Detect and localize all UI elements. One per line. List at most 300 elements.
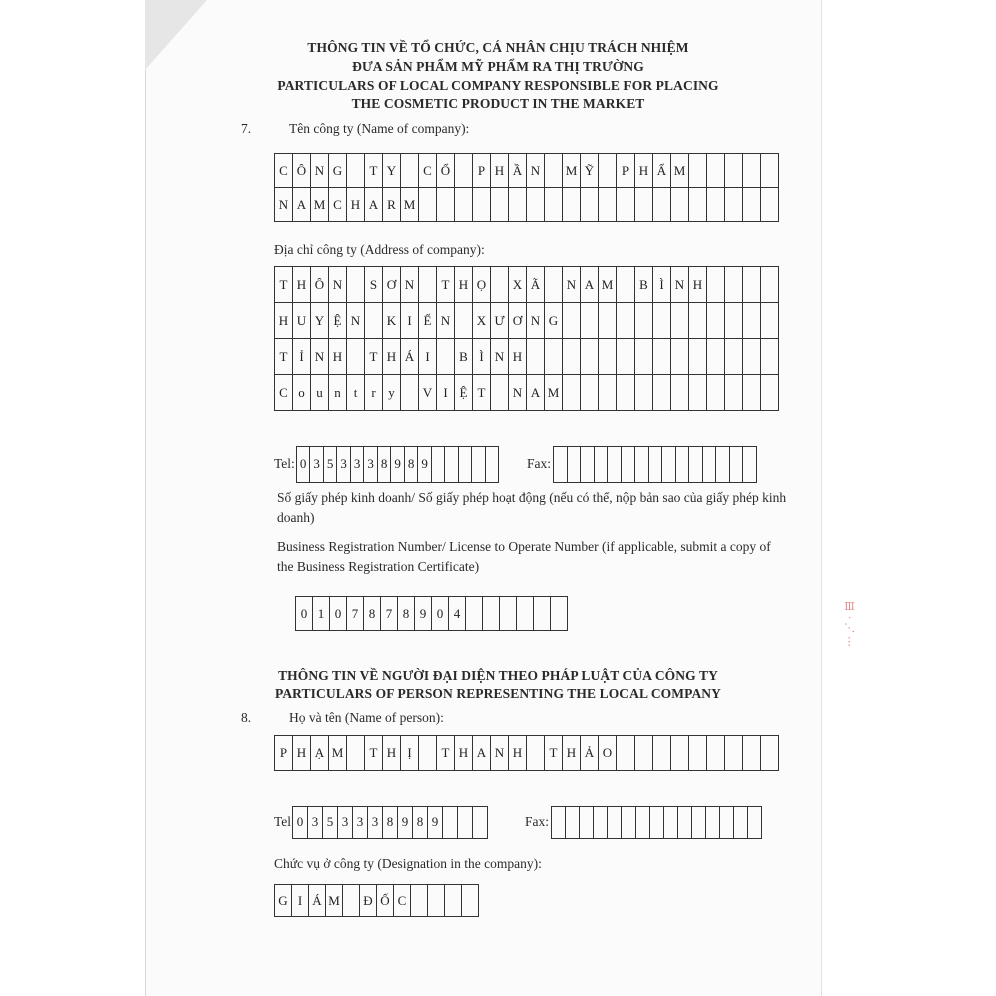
form-cell[interactable]: 0: [297, 447, 311, 483]
form-cell[interactable]: [437, 339, 455, 375]
form-cell[interactable]: [743, 447, 757, 483]
form-cell[interactable]: 8: [413, 807, 428, 839]
form-cell[interactable]: [462, 885, 479, 917]
form-cell[interactable]: [730, 447, 744, 483]
form-cell[interactable]: T: [437, 267, 455, 303]
form-cell[interactable]: [568, 447, 582, 483]
form-cell[interactable]: [707, 267, 725, 303]
form-cell[interactable]: [689, 736, 707, 771]
form-cell[interactable]: N: [509, 375, 527, 411]
form-cell[interactable]: C: [275, 375, 293, 411]
form-cell[interactable]: [707, 188, 725, 222]
form-cell[interactable]: 9: [418, 447, 432, 483]
form-cell[interactable]: r: [365, 375, 383, 411]
form-cell[interactable]: H: [563, 736, 581, 771]
form-cell[interactable]: T: [275, 267, 293, 303]
form-cell[interactable]: [428, 885, 445, 917]
form-cell[interactable]: Ì: [473, 339, 491, 375]
form-cell[interactable]: 9: [415, 597, 432, 631]
form-cell[interactable]: [401, 375, 419, 411]
form-cell[interactable]: [419, 736, 437, 771]
form-cell[interactable]: Ệ: [455, 375, 473, 411]
license-number-grid[interactable]: [295, 596, 568, 631]
form-cell[interactable]: M: [671, 154, 689, 188]
form-cell[interactable]: [725, 188, 743, 222]
form-cell[interactable]: [343, 885, 360, 917]
form-cell[interactable]: n: [329, 375, 347, 411]
form-cell[interactable]: S: [365, 267, 383, 303]
form-cell[interactable]: [437, 188, 455, 222]
form-cell[interactable]: B: [455, 339, 473, 375]
company-name-grid[interactable]: [274, 153, 779, 222]
form-cell[interactable]: [617, 375, 635, 411]
form-cell[interactable]: [743, 736, 761, 771]
header1-line4: THE COSMETIC PRODUCT IN THE MARKET: [351, 96, 645, 111]
form-cell[interactable]: [347, 736, 365, 771]
form-cell[interactable]: T: [437, 736, 455, 771]
form-cell[interactable]: N: [311, 154, 329, 188]
form-cell[interactable]: [689, 447, 703, 483]
form-cell[interactable]: [563, 303, 581, 339]
form-cell[interactable]: [635, 339, 653, 375]
form-cell[interactable]: 3: [338, 807, 353, 839]
form-cell[interactable]: [617, 339, 635, 375]
form-cell[interactable]: 3: [351, 447, 365, 483]
form-cell[interactable]: [599, 339, 617, 375]
form-cell[interactable]: [365, 303, 383, 339]
form-cell[interactable]: Đ: [360, 885, 377, 917]
form-cell[interactable]: [689, 339, 707, 375]
form-cell[interactable]: [617, 188, 635, 222]
form-cell[interactable]: U: [293, 303, 311, 339]
form-cell[interactable]: [743, 303, 761, 339]
form-cell[interactable]: [653, 736, 671, 771]
form-cell[interactable]: P: [275, 736, 293, 771]
form-cell[interactable]: [473, 188, 491, 222]
form-cell[interactable]: [761, 188, 779, 222]
form-cell[interactable]: [725, 736, 743, 771]
form-cell[interactable]: [545, 339, 563, 375]
form-cell[interactable]: [419, 188, 437, 222]
person-tel-grid[interactable]: [292, 806, 488, 839]
form-cell[interactable]: [743, 188, 761, 222]
form-cell[interactable]: R: [383, 188, 401, 222]
form-cell[interactable]: H: [635, 154, 653, 188]
form-cell[interactable]: [689, 154, 707, 188]
form-cell[interactable]: 9: [391, 447, 405, 483]
form-cell[interactable]: [581, 339, 599, 375]
form-cell[interactable]: [527, 339, 545, 375]
form-cell[interactable]: G: [545, 303, 563, 339]
person-name-grid[interactable]: [274, 735, 779, 771]
form-cell[interactable]: [599, 303, 617, 339]
form-cell[interactable]: [552, 807, 566, 839]
form-cell[interactable]: Ế: [419, 303, 437, 339]
form-cell[interactable]: 3: [364, 447, 378, 483]
form-cell[interactable]: N: [491, 339, 509, 375]
form-cell[interactable]: [743, 267, 761, 303]
form-cell[interactable]: [594, 807, 608, 839]
form-cell[interactable]: [599, 154, 617, 188]
form-cell[interactable]: [761, 736, 779, 771]
form-cell[interactable]: Ạ: [311, 736, 329, 771]
company-address-label: Địa chỉ công ty (Address of company):: [274, 242, 485, 257]
form-cell[interactable]: [545, 188, 563, 222]
form-cell[interactable]: P: [473, 154, 491, 188]
form-cell[interactable]: Ầ: [509, 154, 527, 188]
form-cell[interactable]: [678, 807, 692, 839]
form-cell[interactable]: 8: [398, 597, 415, 631]
form-cell[interactable]: [599, 375, 617, 411]
form-cell[interactable]: [545, 267, 563, 303]
form-cell[interactable]: [703, 447, 717, 483]
form-cell[interactable]: [664, 807, 678, 839]
form-cell[interactable]: H: [293, 267, 311, 303]
form-cell[interactable]: [653, 375, 671, 411]
form-cell[interactable]: H: [455, 267, 473, 303]
form-cell[interactable]: 3: [337, 447, 351, 483]
form-cell[interactable]: Ô: [311, 267, 329, 303]
form-cell[interactable]: [617, 303, 635, 339]
header2-line2: PARTICULARS OF PERSON REPRESENTING THE LOCAL COMPANY: [274, 686, 722, 701]
form-cell[interactable]: [458, 807, 473, 839]
form-cell[interactable]: [716, 447, 730, 483]
form-cell[interactable]: T: [473, 375, 491, 411]
form-cell[interactable]: [671, 188, 689, 222]
form-cell[interactable]: [563, 188, 581, 222]
form-cell[interactable]: 7: [381, 597, 398, 631]
form-cell[interactable]: [743, 154, 761, 188]
form-cell[interactable]: N: [527, 154, 545, 188]
form-cell[interactable]: N: [401, 267, 419, 303]
form-cell[interactable]: [527, 188, 545, 222]
form-cell[interactable]: [517, 597, 534, 631]
form-cell[interactable]: M: [545, 375, 563, 411]
form-cell[interactable]: Ỹ: [581, 154, 599, 188]
form-cell[interactable]: Á: [401, 339, 419, 375]
form-cell[interactable]: A: [365, 188, 383, 222]
form-cell[interactable]: [706, 807, 720, 839]
form-cell[interactable]: [411, 885, 428, 917]
form-cell[interactable]: Ỉ: [293, 339, 311, 375]
form-cell[interactable]: [401, 154, 419, 188]
form-cell[interactable]: G: [275, 885, 292, 917]
form-cell[interactable]: [635, 188, 653, 222]
form-cell[interactable]: [692, 807, 706, 839]
form-cell[interactable]: 3: [308, 807, 323, 839]
form-cell[interactable]: [653, 188, 671, 222]
form-cell[interactable]: [761, 339, 779, 375]
form-cell[interactable]: Ẩ: [653, 154, 671, 188]
form-cell[interactable]: H: [383, 339, 401, 375]
form-cell[interactable]: 3: [310, 447, 324, 483]
form-cell[interactable]: [581, 188, 599, 222]
form-cell[interactable]: Ơ: [509, 303, 527, 339]
form-cell[interactable]: [707, 736, 725, 771]
form-cell[interactable]: [455, 303, 473, 339]
company-fax-grid[interactable]: [553, 446, 757, 483]
form-cell[interactable]: 8: [378, 447, 392, 483]
form-cell[interactable]: Ã: [527, 267, 545, 303]
form-cell[interactable]: 5: [324, 447, 338, 483]
company-address-grid[interactable]: [274, 266, 779, 411]
form-cell[interactable]: N: [437, 303, 455, 339]
form-cell[interactable]: [491, 188, 509, 222]
form-cell[interactable]: Á: [309, 885, 326, 917]
form-cell[interactable]: [347, 154, 365, 188]
form-cell[interactable]: [671, 303, 689, 339]
form-cell[interactable]: [347, 267, 365, 303]
form-cell[interactable]: [551, 597, 568, 631]
form-cell[interactable]: 8: [383, 807, 398, 839]
form-cell[interactable]: G: [329, 154, 347, 188]
form-cell[interactable]: [650, 807, 664, 839]
form-cell[interactable]: 5: [323, 807, 338, 839]
form-cell[interactable]: M: [329, 736, 347, 771]
form-cell[interactable]: H: [689, 267, 707, 303]
form-cell[interactable]: [491, 375, 509, 411]
form-cell[interactable]: [563, 375, 581, 411]
form-cell[interactable]: A: [473, 736, 491, 771]
form-cell[interactable]: 8: [405, 447, 419, 483]
form-cell[interactable]: [725, 154, 743, 188]
form-cell[interactable]: [622, 447, 636, 483]
person-fax-label: Fax:: [525, 814, 550, 829]
form-cell[interactable]: T: [365, 154, 383, 188]
form-cell[interactable]: T: [275, 339, 293, 375]
form-cell[interactable]: [720, 807, 734, 839]
form-cell[interactable]: [689, 375, 707, 411]
form-cell[interactable]: [617, 736, 635, 771]
form-cell[interactable]: C: [394, 885, 411, 917]
form-cell[interactable]: [443, 807, 458, 839]
form-cell[interactable]: [761, 154, 779, 188]
form-cell[interactable]: [608, 807, 622, 839]
form-cell[interactable]: C: [329, 188, 347, 222]
form-cell[interactable]: [545, 154, 563, 188]
form-cell[interactable]: [743, 375, 761, 411]
form-cell[interactable]: 0: [293, 807, 308, 839]
form-cell[interactable]: [617, 267, 635, 303]
designation-grid[interactable]: [274, 884, 479, 917]
form-cell[interactable]: [566, 807, 580, 839]
form-cell[interactable]: [432, 447, 446, 483]
person-tel-field[interactable]: [274, 806, 488, 838]
company-tel-grid[interactable]: [296, 446, 500, 483]
form-cell[interactable]: 0: [330, 597, 347, 631]
form-cell[interactable]: H: [491, 154, 509, 188]
form-cell[interactable]: N: [329, 267, 347, 303]
form-cell[interactable]: [761, 303, 779, 339]
form-cell[interactable]: A: [293, 188, 311, 222]
form-cell[interactable]: X: [473, 303, 491, 339]
form-cell[interactable]: I: [419, 339, 437, 375]
form-cell[interactable]: [509, 188, 527, 222]
form-cell[interactable]: [743, 339, 761, 375]
form-cell[interactable]: 7: [347, 597, 364, 631]
form-cell[interactable]: [671, 339, 689, 375]
form-cell[interactable]: [707, 303, 725, 339]
form-cell[interactable]: H: [329, 339, 347, 375]
form-cell[interactable]: [761, 375, 779, 411]
form-cell[interactable]: M: [326, 885, 343, 917]
form-cell[interactable]: o: [293, 375, 311, 411]
form-cell[interactable]: [725, 339, 743, 375]
form-cell[interactable]: [455, 188, 473, 222]
form-cell[interactable]: [483, 597, 500, 631]
form-cell[interactable]: t: [347, 375, 365, 411]
form-cell[interactable]: N: [563, 267, 581, 303]
form-cell[interactable]: C: [419, 154, 437, 188]
form-cell[interactable]: [580, 807, 594, 839]
form-cell[interactable]: Ô: [293, 154, 311, 188]
person-fax-field[interactable]: [525, 806, 762, 838]
form-cell[interactable]: [725, 267, 743, 303]
form-cell[interactable]: K: [383, 303, 401, 339]
form-cell[interactable]: Ị: [401, 736, 419, 771]
form-cell[interactable]: V: [419, 375, 437, 411]
form-cell[interactable]: [707, 375, 725, 411]
form-cell[interactable]: N: [671, 267, 689, 303]
form-cell[interactable]: [676, 447, 690, 483]
form-cell[interactable]: [635, 303, 653, 339]
form-cell[interactable]: H: [509, 339, 527, 375]
form-cell[interactable]: [635, 736, 653, 771]
form-cell[interactable]: [689, 188, 707, 222]
form-cell[interactable]: y: [383, 375, 401, 411]
form-cell[interactable]: 3: [368, 807, 383, 839]
person-tel-label: Tel: [274, 814, 292, 829]
form-cell[interactable]: H: [455, 736, 473, 771]
form-cell[interactable]: 0: [432, 597, 449, 631]
form-cell[interactable]: [527, 736, 545, 771]
form-cell[interactable]: 0: [296, 597, 313, 631]
form-cell[interactable]: 3: [353, 807, 368, 839]
form-cell[interactable]: [500, 597, 517, 631]
form-cell[interactable]: u: [311, 375, 329, 411]
form-cell[interactable]: [581, 447, 595, 483]
form-cell[interactable]: [725, 375, 743, 411]
form-cell[interactable]: N: [491, 736, 509, 771]
form-cell[interactable]: [455, 154, 473, 188]
form-cell[interactable]: [486, 447, 500, 483]
form-cell[interactable]: Ả: [581, 736, 599, 771]
person-fax-grid[interactable]: [551, 806, 762, 839]
form-cell[interactable]: [689, 303, 707, 339]
form-cell[interactable]: M: [599, 267, 617, 303]
form-cell[interactable]: [635, 447, 649, 483]
form-cell[interactable]: [534, 597, 551, 631]
form-cell[interactable]: [599, 188, 617, 222]
form-cell[interactable]: H: [293, 736, 311, 771]
form-cell[interactable]: M: [311, 188, 329, 222]
form-cell[interactable]: [459, 447, 473, 483]
form-cell[interactable]: [472, 447, 486, 483]
form-cell[interactable]: [707, 154, 725, 188]
form-cell[interactable]: A: [581, 267, 599, 303]
form-cell[interactable]: [608, 447, 622, 483]
form-cell[interactable]: X: [509, 267, 527, 303]
form-cell[interactable]: 1: [313, 597, 330, 631]
form-cell[interactable]: Y: [311, 303, 329, 339]
form-cell[interactable]: M: [401, 188, 419, 222]
form-cell[interactable]: Ì: [653, 267, 671, 303]
form-cell[interactable]: [466, 597, 483, 631]
form-cell[interactable]: Ư: [491, 303, 509, 339]
form-cell[interactable]: [761, 267, 779, 303]
form-cell[interactable]: Ổ: [437, 154, 455, 188]
form-cell[interactable]: O: [599, 736, 617, 771]
form-cell[interactable]: [649, 447, 663, 483]
form-cell[interactable]: H: [383, 736, 401, 771]
company-tel-field[interactable]: [274, 446, 499, 482]
form-cell[interactable]: T: [365, 736, 383, 771]
form-cell[interactable]: N: [275, 188, 293, 222]
form-cell[interactable]: 9: [398, 807, 413, 839]
form-cell[interactable]: [622, 807, 636, 839]
form-cell[interactable]: 4: [449, 597, 466, 631]
form-cell[interactable]: [662, 447, 676, 483]
form-cell[interactable]: Ố: [377, 885, 394, 917]
form-cell[interactable]: [748, 807, 762, 839]
form-cell[interactable]: M: [563, 154, 581, 188]
form-cell[interactable]: B: [635, 267, 653, 303]
form-cell[interactable]: [563, 339, 581, 375]
form-cell[interactable]: [445, 885, 462, 917]
form-cell[interactable]: [347, 339, 365, 375]
form-cell[interactable]: N: [347, 303, 365, 339]
form-cell[interactable]: H: [347, 188, 365, 222]
form-cell[interactable]: H: [509, 736, 527, 771]
form-cell[interactable]: [445, 447, 459, 483]
form-cell[interactable]: I: [401, 303, 419, 339]
form-cell[interactable]: P: [617, 154, 635, 188]
form-cell[interactable]: Ơ: [383, 267, 401, 303]
form-cell[interactable]: 8: [364, 597, 381, 631]
form-cell[interactable]: Y: [383, 154, 401, 188]
form-cell[interactable]: [725, 303, 743, 339]
form-cell[interactable]: [595, 447, 609, 483]
form-cell[interactable]: [671, 375, 689, 411]
form-cell[interactable]: I: [437, 375, 455, 411]
form-cell[interactable]: N: [527, 303, 545, 339]
form-cell[interactable]: A: [527, 375, 545, 411]
form-cell[interactable]: [671, 736, 689, 771]
form-cell[interactable]: C: [275, 154, 293, 188]
form-cell[interactable]: Ọ: [473, 267, 491, 303]
form-cell[interactable]: [554, 447, 568, 483]
form-cell[interactable]: [734, 807, 748, 839]
form-cell[interactable]: [653, 339, 671, 375]
form-cell[interactable]: N: [311, 339, 329, 375]
form-cell[interactable]: [581, 375, 599, 411]
form-cell[interactable]: H: [275, 303, 293, 339]
form-cell[interactable]: Ệ: [329, 303, 347, 339]
form-cell[interactable]: 9: [428, 807, 443, 839]
form-cell[interactable]: I: [292, 885, 309, 917]
form-cell[interactable]: T: [365, 339, 383, 375]
form-cell[interactable]: [491, 267, 509, 303]
form-cell[interactable]: [653, 303, 671, 339]
form-cell[interactable]: [581, 303, 599, 339]
form-cell[interactable]: [473, 807, 488, 839]
form-cell[interactable]: [707, 339, 725, 375]
form-cell[interactable]: T: [545, 736, 563, 771]
company-fax-field[interactable]: [527, 446, 757, 482]
form-cell[interactable]: [636, 807, 650, 839]
form-cell[interactable]: [635, 375, 653, 411]
form-cell[interactable]: [419, 267, 437, 303]
